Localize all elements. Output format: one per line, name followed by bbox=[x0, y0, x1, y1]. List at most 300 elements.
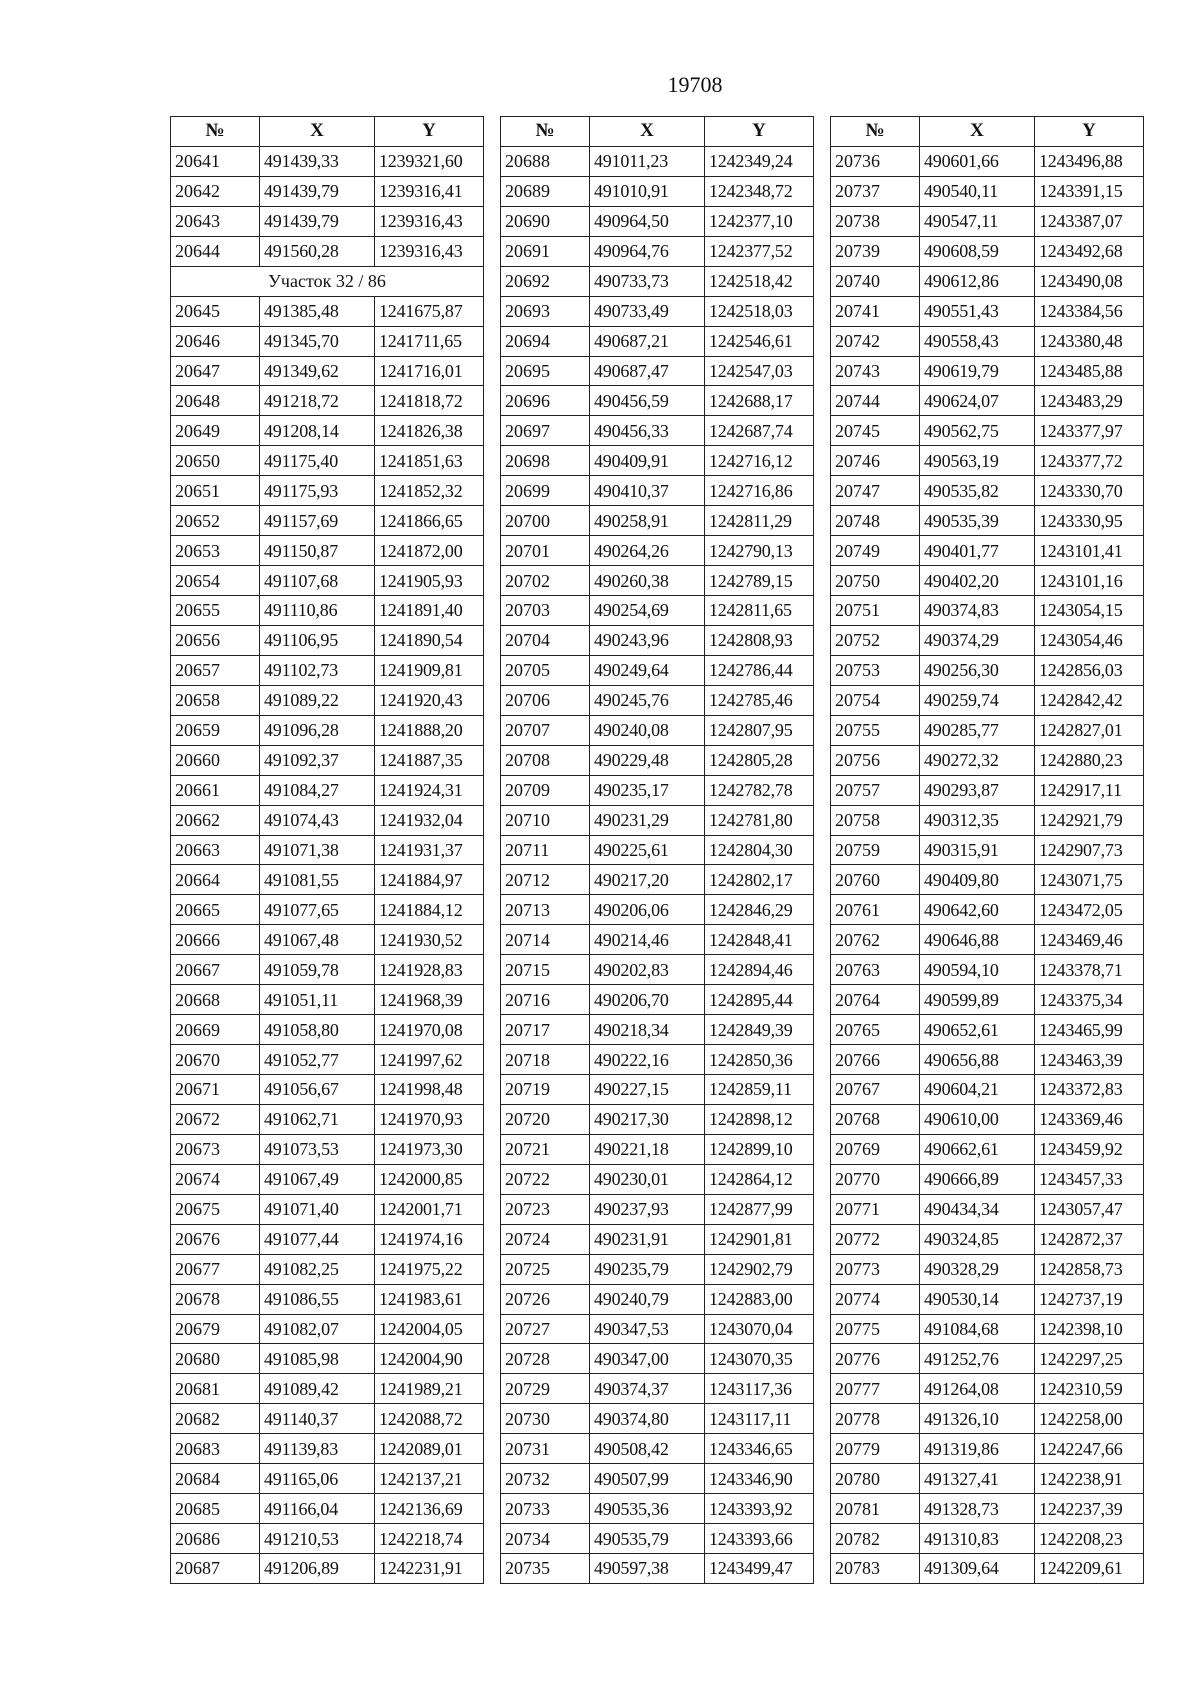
table-row bbox=[171, 1524, 484, 1554]
y-coordinate-cell: 1243070,35 bbox=[705, 1344, 814, 1374]
y-coordinate-cell: 1241851,63 bbox=[375, 446, 484, 476]
point-number-cell: 20761 bbox=[831, 895, 920, 925]
y-coordinate-cell: 1242297,25 bbox=[1035, 1344, 1144, 1374]
coordinate-table-3 bbox=[830, 116, 1144, 1584]
point-number-cell: 20641 bbox=[171, 146, 260, 176]
point-number-cell: 20773 bbox=[831, 1254, 920, 1284]
table-row bbox=[171, 176, 484, 206]
table-row bbox=[831, 1314, 1144, 1344]
point-number-cell: 20670 bbox=[171, 1045, 260, 1075]
table-row bbox=[171, 955, 484, 985]
y-coordinate-cell: 1242310,59 bbox=[1035, 1374, 1144, 1404]
table-row bbox=[171, 1554, 484, 1584]
x-coordinate-cell: 490206,06 bbox=[590, 895, 705, 925]
point-number-cell: 20657 bbox=[171, 655, 260, 685]
point-number-cell: 20651 bbox=[171, 476, 260, 506]
y-coordinate-cell: 1242804,30 bbox=[705, 835, 814, 865]
point-number-cell: 20709 bbox=[501, 775, 590, 805]
x-coordinate-cell: 491206,89 bbox=[260, 1554, 375, 1584]
point-number-cell: 20684 bbox=[171, 1464, 260, 1494]
y-coordinate-cell: 1242859,11 bbox=[705, 1075, 814, 1105]
table-row bbox=[831, 655, 1144, 685]
y-coordinate-cell: 1242917,11 bbox=[1035, 775, 1144, 805]
x-coordinate-cell: 490374,83 bbox=[920, 596, 1035, 626]
x-coordinate-cell: 490293,87 bbox=[920, 775, 1035, 805]
y-coordinate-cell: 1242377,10 bbox=[705, 206, 814, 236]
table-row bbox=[501, 1104, 814, 1134]
table-row bbox=[501, 775, 814, 805]
table-row bbox=[831, 685, 1144, 715]
section-label: Участок 32 / 86 bbox=[171, 266, 484, 296]
point-number-cell: 20774 bbox=[831, 1284, 920, 1314]
y-coordinate-cell: 1241970,93 bbox=[375, 1104, 484, 1134]
y-coordinate-cell: 1243387,07 bbox=[1035, 206, 1144, 236]
table-row bbox=[831, 566, 1144, 596]
y-coordinate-cell: 1243070,04 bbox=[705, 1314, 814, 1344]
point-number-cell: 20703 bbox=[501, 596, 590, 626]
point-number-cell: 20768 bbox=[831, 1104, 920, 1134]
x-coordinate-cell: 491073,53 bbox=[260, 1134, 375, 1164]
x-coordinate-cell: 490964,76 bbox=[590, 236, 705, 266]
table-row bbox=[501, 1344, 814, 1374]
point-number-cell: 20707 bbox=[501, 715, 590, 745]
table-row bbox=[501, 655, 814, 685]
x-coordinate-cell: 491058,80 bbox=[260, 1015, 375, 1045]
x-coordinate-cell: 490558,43 bbox=[920, 326, 1035, 356]
x-coordinate-cell: 491074,43 bbox=[260, 805, 375, 835]
table-row bbox=[831, 236, 1144, 266]
x-coordinate-cell: 490217,30 bbox=[590, 1104, 705, 1134]
x-coordinate-cell: 491071,38 bbox=[260, 835, 375, 865]
table-row bbox=[501, 266, 814, 296]
y-coordinate-cell: 1243496,88 bbox=[1035, 146, 1144, 176]
y-coordinate-cell: 1242856,03 bbox=[1035, 655, 1144, 685]
point-number-cell: 20653 bbox=[171, 536, 260, 566]
y-coordinate-cell: 1243101,16 bbox=[1035, 566, 1144, 596]
y-coordinate-cell: 1242209,61 bbox=[1035, 1554, 1144, 1584]
x-coordinate-cell: 491175,93 bbox=[260, 476, 375, 506]
x-coordinate-cell: 490687,47 bbox=[590, 356, 705, 386]
x-coordinate-cell: 490315,91 bbox=[920, 835, 1035, 865]
x-coordinate-cell: 490202,83 bbox=[590, 955, 705, 985]
table-header-row bbox=[171, 117, 484, 147]
point-number-cell: 20751 bbox=[831, 596, 920, 626]
table-row bbox=[501, 1554, 814, 1584]
point-number-cell: 20668 bbox=[171, 985, 260, 1015]
point-number-cell: 20750 bbox=[831, 566, 920, 596]
y-coordinate-cell: 1243369,46 bbox=[1035, 1104, 1144, 1134]
page-number: 19708 bbox=[667, 72, 723, 97]
x-coordinate-cell: 490374,29 bbox=[920, 625, 1035, 655]
y-coordinate-cell: 1241932,04 bbox=[375, 805, 484, 835]
table-row bbox=[831, 296, 1144, 326]
point-number-cell: 20779 bbox=[831, 1434, 920, 1464]
y-coordinate-cell: 1242781,80 bbox=[705, 805, 814, 835]
point-number-cell: 20655 bbox=[171, 596, 260, 626]
table-row bbox=[501, 1434, 814, 1464]
x-coordinate-cell: 490535,39 bbox=[920, 506, 1035, 536]
table-row bbox=[831, 985, 1144, 1015]
point-number-cell: 20720 bbox=[501, 1104, 590, 1134]
y-coordinate-cell: 1242877,99 bbox=[705, 1194, 814, 1224]
x-coordinate-cell: 490222,16 bbox=[590, 1045, 705, 1075]
point-number-cell: 20714 bbox=[501, 925, 590, 955]
y-coordinate-cell: 1242883,00 bbox=[705, 1284, 814, 1314]
y-coordinate-cell: 1243330,95 bbox=[1035, 506, 1144, 536]
table-row bbox=[831, 865, 1144, 895]
table-row bbox=[831, 835, 1144, 865]
y-coordinate-cell: 1242218,74 bbox=[375, 1524, 484, 1554]
table-row bbox=[501, 805, 814, 835]
table-row bbox=[171, 985, 484, 1015]
header-y: Y bbox=[1035, 117, 1144, 147]
y-coordinate-cell: 1243330,70 bbox=[1035, 476, 1144, 506]
coordinate-table-1 bbox=[170, 116, 484, 1584]
point-number-cell: 20669 bbox=[171, 1015, 260, 1045]
x-coordinate-cell: 490434,34 bbox=[920, 1194, 1035, 1224]
point-number-cell: 20697 bbox=[501, 416, 590, 446]
table-row bbox=[171, 1404, 484, 1434]
x-coordinate-cell: 491011,23 bbox=[590, 146, 705, 176]
y-coordinate-cell: 1243490,08 bbox=[1035, 266, 1144, 296]
point-number-cell: 20654 bbox=[171, 566, 260, 596]
table-row bbox=[171, 1314, 484, 1344]
table-row bbox=[171, 146, 484, 176]
y-coordinate-cell: 1243380,48 bbox=[1035, 326, 1144, 356]
table-row bbox=[831, 1254, 1144, 1284]
x-coordinate-cell: 491089,42 bbox=[260, 1374, 375, 1404]
x-coordinate-cell: 490540,11 bbox=[920, 176, 1035, 206]
x-coordinate-cell: 490347,00 bbox=[590, 1344, 705, 1374]
point-number-cell: 20687 bbox=[171, 1554, 260, 1584]
table-row bbox=[171, 1494, 484, 1524]
x-coordinate-cell: 490264,26 bbox=[590, 536, 705, 566]
table-row bbox=[831, 775, 1144, 805]
y-coordinate-cell: 1243377,97 bbox=[1035, 416, 1144, 446]
table-row bbox=[501, 416, 814, 446]
section-row bbox=[171, 266, 484, 296]
point-number-cell: 20752 bbox=[831, 625, 920, 655]
y-coordinate-cell: 1243469,46 bbox=[1035, 925, 1144, 955]
table-row bbox=[171, 745, 484, 775]
table-row bbox=[501, 356, 814, 386]
point-number-cell: 20772 bbox=[831, 1224, 920, 1254]
x-coordinate-cell: 491165,06 bbox=[260, 1464, 375, 1494]
point-number-cell: 20753 bbox=[831, 655, 920, 685]
y-coordinate-cell: 1243375,34 bbox=[1035, 985, 1144, 1015]
table-row bbox=[171, 1464, 484, 1494]
point-number-cell: 20715 bbox=[501, 955, 590, 985]
x-coordinate-cell: 491084,27 bbox=[260, 775, 375, 805]
table-row bbox=[171, 236, 484, 266]
point-number-cell: 20716 bbox=[501, 985, 590, 1015]
table-row bbox=[501, 1524, 814, 1554]
table-row bbox=[171, 1344, 484, 1374]
x-coordinate-cell: 491056,67 bbox=[260, 1075, 375, 1105]
y-coordinate-cell: 1241675,87 bbox=[375, 296, 484, 326]
x-coordinate-cell: 491345,70 bbox=[260, 326, 375, 356]
x-coordinate-cell: 491310,83 bbox=[920, 1524, 1035, 1554]
x-coordinate-cell: 490235,79 bbox=[590, 1254, 705, 1284]
point-number-cell: 20672 bbox=[171, 1104, 260, 1134]
point-number-cell: 20756 bbox=[831, 745, 920, 775]
point-number-cell: 20722 bbox=[501, 1164, 590, 1194]
table-row bbox=[501, 206, 814, 236]
x-coordinate-cell: 490597,38 bbox=[590, 1554, 705, 1584]
y-coordinate-cell: 1242790,13 bbox=[705, 536, 814, 566]
x-coordinate-cell: 491326,10 bbox=[920, 1404, 1035, 1434]
table-row bbox=[501, 326, 814, 356]
table-row bbox=[831, 1524, 1144, 1554]
table-row bbox=[501, 1494, 814, 1524]
table-row bbox=[501, 1164, 814, 1194]
x-coordinate-cell: 491092,37 bbox=[260, 745, 375, 775]
x-coordinate-cell: 491150,87 bbox=[260, 536, 375, 566]
y-coordinate-cell: 1242786,44 bbox=[705, 655, 814, 685]
y-coordinate-cell: 1243492,68 bbox=[1035, 236, 1144, 266]
x-coordinate-cell: 490642,60 bbox=[920, 895, 1035, 925]
x-coordinate-cell: 490547,11 bbox=[920, 206, 1035, 236]
point-number-cell: 20743 bbox=[831, 356, 920, 386]
x-coordinate-cell: 490324,85 bbox=[920, 1224, 1035, 1254]
point-number-cell: 20660 bbox=[171, 745, 260, 775]
point-number-cell: 20695 bbox=[501, 356, 590, 386]
y-coordinate-cell: 1241930,52 bbox=[375, 925, 484, 955]
table-header-row bbox=[501, 117, 814, 147]
point-number-cell: 20781 bbox=[831, 1494, 920, 1524]
table-row bbox=[831, 1434, 1144, 1464]
x-coordinate-cell: 491175,40 bbox=[260, 446, 375, 476]
table-row bbox=[171, 715, 484, 745]
table-row bbox=[171, 356, 484, 386]
y-coordinate-cell: 1239321,60 bbox=[375, 146, 484, 176]
y-coordinate-cell: 1241974,16 bbox=[375, 1224, 484, 1254]
x-coordinate-cell: 491107,68 bbox=[260, 566, 375, 596]
y-coordinate-cell: 1242238,91 bbox=[1035, 1464, 1144, 1494]
y-coordinate-cell: 1242864,12 bbox=[705, 1164, 814, 1194]
point-number-cell: 20706 bbox=[501, 685, 590, 715]
y-coordinate-cell: 1242805,28 bbox=[705, 745, 814, 775]
point-number-cell: 20782 bbox=[831, 1524, 920, 1554]
point-number-cell: 20659 bbox=[171, 715, 260, 745]
y-coordinate-cell: 1243485,88 bbox=[1035, 356, 1144, 386]
point-number-cell: 20727 bbox=[501, 1314, 590, 1344]
point-number-cell: 20765 bbox=[831, 1015, 920, 1045]
y-coordinate-cell: 1241890,54 bbox=[375, 625, 484, 655]
point-number-cell: 20662 bbox=[171, 805, 260, 835]
x-coordinate-cell: 490652,61 bbox=[920, 1015, 1035, 1045]
y-coordinate-cell: 1241852,32 bbox=[375, 476, 484, 506]
point-number-cell: 20681 bbox=[171, 1374, 260, 1404]
x-coordinate-cell: 490229,48 bbox=[590, 745, 705, 775]
point-number-cell: 20777 bbox=[831, 1374, 920, 1404]
table-row bbox=[171, 805, 484, 835]
x-coordinate-cell: 490535,36 bbox=[590, 1494, 705, 1524]
table-row bbox=[501, 506, 814, 536]
point-number-cell: 20656 bbox=[171, 625, 260, 655]
x-coordinate-cell: 490221,18 bbox=[590, 1134, 705, 1164]
x-coordinate-cell: 491082,25 bbox=[260, 1254, 375, 1284]
y-coordinate-cell: 1241905,93 bbox=[375, 566, 484, 596]
point-number-cell: 20776 bbox=[831, 1344, 920, 1374]
point-number-cell: 20664 bbox=[171, 865, 260, 895]
point-number-cell: 20704 bbox=[501, 625, 590, 655]
point-number-cell: 20667 bbox=[171, 955, 260, 985]
point-number-cell: 20775 bbox=[831, 1314, 920, 1344]
point-number-cell: 20771 bbox=[831, 1194, 920, 1224]
point-number-cell: 20705 bbox=[501, 655, 590, 685]
table-row bbox=[171, 835, 484, 865]
x-coordinate-cell: 490964,50 bbox=[590, 206, 705, 236]
x-coordinate-cell: 490258,91 bbox=[590, 506, 705, 536]
y-coordinate-cell: 1242849,39 bbox=[705, 1015, 814, 1045]
table-row bbox=[501, 955, 814, 985]
x-coordinate-cell: 490624,07 bbox=[920, 386, 1035, 416]
point-number-cell: 20652 bbox=[171, 506, 260, 536]
x-coordinate-cell: 491067,48 bbox=[260, 925, 375, 955]
x-coordinate-cell: 491140,37 bbox=[260, 1404, 375, 1434]
table-row bbox=[831, 536, 1144, 566]
point-number-cell: 20742 bbox=[831, 326, 920, 356]
x-coordinate-cell: 491086,55 bbox=[260, 1284, 375, 1314]
table-row bbox=[831, 895, 1144, 925]
table-row bbox=[171, 476, 484, 506]
x-coordinate-cell: 491062,71 bbox=[260, 1104, 375, 1134]
x-coordinate-cell: 490612,86 bbox=[920, 266, 1035, 296]
x-coordinate-cell: 490409,91 bbox=[590, 446, 705, 476]
point-number-cell: 20699 bbox=[501, 476, 590, 506]
x-coordinate-cell: 491439,79 bbox=[260, 176, 375, 206]
x-coordinate-cell: 490610,00 bbox=[920, 1104, 1035, 1134]
point-number-cell: 20739 bbox=[831, 236, 920, 266]
header-x: X bbox=[920, 117, 1035, 147]
point-number-cell: 20759 bbox=[831, 835, 920, 865]
x-coordinate-cell: 491385,48 bbox=[260, 296, 375, 326]
x-coordinate-cell: 490260,38 bbox=[590, 566, 705, 596]
x-coordinate-cell: 490312,35 bbox=[920, 805, 1035, 835]
y-coordinate-cell: 1242811,65 bbox=[705, 596, 814, 626]
table-row bbox=[831, 1554, 1144, 1584]
point-number-cell: 20764 bbox=[831, 985, 920, 1015]
table-row bbox=[831, 1015, 1144, 1045]
y-coordinate-cell: 1242827,01 bbox=[1035, 715, 1144, 745]
y-coordinate-cell: 1242004,05 bbox=[375, 1314, 484, 1344]
x-coordinate-cell: 490599,89 bbox=[920, 985, 1035, 1015]
table-row bbox=[171, 596, 484, 626]
x-coordinate-cell: 490551,43 bbox=[920, 296, 1035, 326]
x-coordinate-cell: 491439,79 bbox=[260, 206, 375, 236]
x-coordinate-cell: 490272,32 bbox=[920, 745, 1035, 775]
point-number-cell: 20718 bbox=[501, 1045, 590, 1075]
point-number-cell: 20757 bbox=[831, 775, 920, 805]
x-coordinate-cell: 490409,80 bbox=[920, 865, 1035, 895]
point-number-cell: 20701 bbox=[501, 536, 590, 566]
table-row bbox=[831, 1284, 1144, 1314]
table-row bbox=[501, 1374, 814, 1404]
point-number-cell: 20665 bbox=[171, 895, 260, 925]
y-coordinate-cell: 1241891,40 bbox=[375, 596, 484, 626]
table-row bbox=[831, 356, 1144, 386]
x-coordinate-cell: 490656,88 bbox=[920, 1045, 1035, 1075]
y-coordinate-cell: 1242782,78 bbox=[705, 775, 814, 805]
y-coordinate-cell: 1243117,36 bbox=[705, 1374, 814, 1404]
x-coordinate-cell: 490243,96 bbox=[590, 625, 705, 655]
table-row bbox=[171, 296, 484, 326]
y-coordinate-cell: 1242208,23 bbox=[1035, 1524, 1144, 1554]
table-row bbox=[171, 685, 484, 715]
x-coordinate-cell: 490259,74 bbox=[920, 685, 1035, 715]
y-coordinate-cell: 1242807,95 bbox=[705, 715, 814, 745]
point-number-cell: 20666 bbox=[171, 925, 260, 955]
y-coordinate-cell: 1243372,83 bbox=[1035, 1075, 1144, 1105]
table-row bbox=[831, 715, 1144, 745]
table-row bbox=[501, 925, 814, 955]
point-number-cell: 20643 bbox=[171, 206, 260, 236]
table-row bbox=[171, 1015, 484, 1045]
y-coordinate-cell: 1242898,12 bbox=[705, 1104, 814, 1134]
table-row bbox=[831, 446, 1144, 476]
point-number-cell: 20711 bbox=[501, 835, 590, 865]
point-number-cell: 20708 bbox=[501, 745, 590, 775]
y-coordinate-cell: 1242902,79 bbox=[705, 1254, 814, 1284]
point-number-cell: 20741 bbox=[831, 296, 920, 326]
y-coordinate-cell: 1243393,66 bbox=[705, 1524, 814, 1554]
point-number-cell: 20754 bbox=[831, 685, 920, 715]
table-row bbox=[501, 895, 814, 925]
point-number-cell: 20648 bbox=[171, 386, 260, 416]
table-row bbox=[831, 266, 1144, 296]
y-coordinate-cell: 1243393,92 bbox=[705, 1494, 814, 1524]
table-row bbox=[501, 386, 814, 416]
table-row bbox=[501, 1134, 814, 1164]
header-y: Y bbox=[705, 117, 814, 147]
y-coordinate-cell: 1242789,15 bbox=[705, 566, 814, 596]
y-coordinate-cell: 1243391,15 bbox=[1035, 176, 1144, 206]
x-coordinate-cell: 490402,20 bbox=[920, 566, 1035, 596]
y-coordinate-cell: 1242808,93 bbox=[705, 625, 814, 655]
x-coordinate-cell: 490235,17 bbox=[590, 775, 705, 805]
table-row bbox=[831, 925, 1144, 955]
table-header-row bbox=[831, 117, 1144, 147]
table-row bbox=[171, 326, 484, 356]
y-coordinate-cell: 1241920,43 bbox=[375, 685, 484, 715]
x-coordinate-cell: 491210,53 bbox=[260, 1524, 375, 1554]
point-number-cell: 20726 bbox=[501, 1284, 590, 1314]
y-coordinate-cell: 1242842,42 bbox=[1035, 685, 1144, 715]
x-coordinate-cell: 490733,49 bbox=[590, 296, 705, 326]
y-coordinate-cell: 1242518,03 bbox=[705, 296, 814, 326]
point-number-cell: 20702 bbox=[501, 566, 590, 596]
x-coordinate-cell: 491077,65 bbox=[260, 895, 375, 925]
point-number-cell: 20693 bbox=[501, 296, 590, 326]
table-row bbox=[831, 625, 1144, 655]
y-coordinate-cell: 1242688,17 bbox=[705, 386, 814, 416]
y-coordinate-cell: 1241997,62 bbox=[375, 1045, 484, 1075]
point-number-cell: 20723 bbox=[501, 1194, 590, 1224]
y-coordinate-cell: 1242546,61 bbox=[705, 326, 814, 356]
point-number-cell: 20647 bbox=[171, 356, 260, 386]
coordinate-table-2 bbox=[500, 116, 814, 1584]
point-number-cell: 20691 bbox=[501, 236, 590, 266]
y-coordinate-cell: 1243057,47 bbox=[1035, 1194, 1144, 1224]
point-number-cell: 20685 bbox=[171, 1494, 260, 1524]
table-row bbox=[831, 476, 1144, 506]
y-coordinate-cell: 1242921,79 bbox=[1035, 805, 1144, 835]
x-coordinate-cell: 490563,19 bbox=[920, 446, 1035, 476]
x-coordinate-cell: 491085,98 bbox=[260, 1344, 375, 1374]
y-coordinate-cell: 1241884,97 bbox=[375, 865, 484, 895]
point-number-cell: 20692 bbox=[501, 266, 590, 296]
